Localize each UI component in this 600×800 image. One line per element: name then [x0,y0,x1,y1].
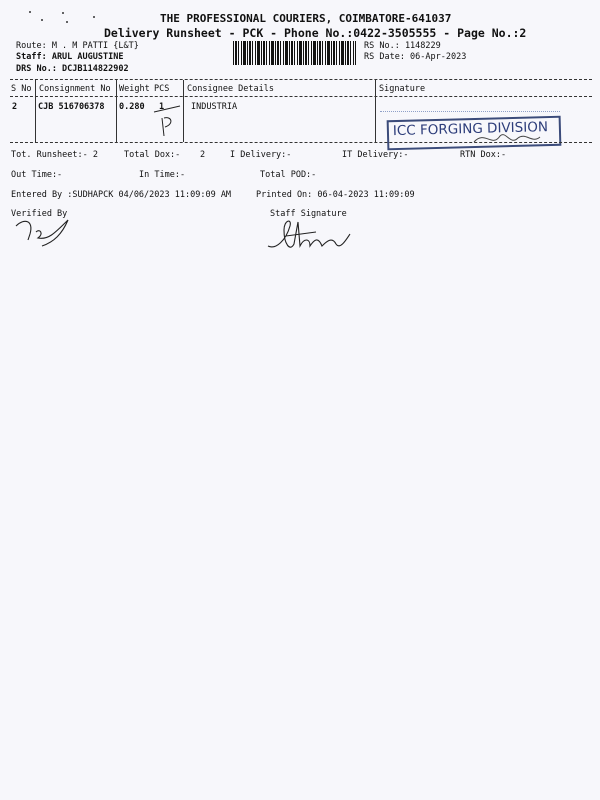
scan-speck [29,11,31,13]
table-bottom-rule [10,142,592,143]
table-header-rule [10,96,592,97]
cell-sno: 2 [12,102,18,112]
verified-signature [14,214,84,254]
verified-by-label: Verified By [11,209,68,219]
total-dox-value: 2 [200,150,206,160]
staff-signature-label: Staff Signature [270,209,347,219]
drs-number: DRS No.: DCJB114822902 [16,64,129,74]
col-header-pcs: PCS [154,84,170,94]
entered-by: Entered By :SUDHAPCK 04/06/2023 11:09:09 AM [11,190,232,200]
col-header-signature: Signature [379,84,426,94]
cell-consignee: INDUSTRIA [191,102,238,112]
table-top-rule [10,79,592,80]
rs-date: RS Date: 06-Apr-2023 [364,52,467,62]
company-stamp: ICC FORGING DIVISION [387,116,562,151]
col-header-weight: Weight [119,84,150,94]
scan-speck [41,19,43,21]
route-label: Route: M . M PATTI {L&T} [16,41,139,51]
table-divider [35,80,36,142]
table-divider [375,80,376,142]
scan-speck [62,12,64,14]
cell-pcs: 1 [159,102,165,112]
tot-runsheet: Tot. Runsheet:- 2 [11,150,98,160]
stamp-dotted-line [380,111,560,112]
scan-speck [93,16,95,18]
handwritten-mark [150,108,190,138]
rs-number: RS No.: 1148229 [364,41,441,51]
printed-on: Printed On: 06-04-2023 11:09:09 [256,190,415,200]
cell-weight: 0.280 [119,102,145,112]
it-delivery: IT Delivery:- [342,150,409,160]
barcode [233,41,356,65]
staff-label: Staff: ARUL AUGUSTINE [16,52,124,62]
company-title: THE PROFESSIONAL COURIERS, COIMBATORE-641037 [160,12,452,25]
runsheet-subtitle: Delivery Runsheet - PCK - Phone No.:0422-3505555 - Page No.:2 [104,26,527,40]
scan-speck [66,21,68,23]
i-delivery: I Delivery:- [230,150,292,160]
table-divider [116,80,117,142]
rtn-dox: RTN Dox:- [460,150,507,160]
cell-consignment: CJB 516706378 [38,102,105,112]
out-time: Out Time:- [11,170,63,180]
col-header-consignment: Consignment No [39,84,111,94]
col-header-sno: S No [11,84,32,94]
in-time: In Time:- [139,170,186,180]
total-pod: Total POD:- [260,170,317,180]
total-dox-label: Total Dox:- [124,150,181,160]
col-header-consignee: Consignee Details [187,84,274,94]
staff-signature [266,216,356,258]
